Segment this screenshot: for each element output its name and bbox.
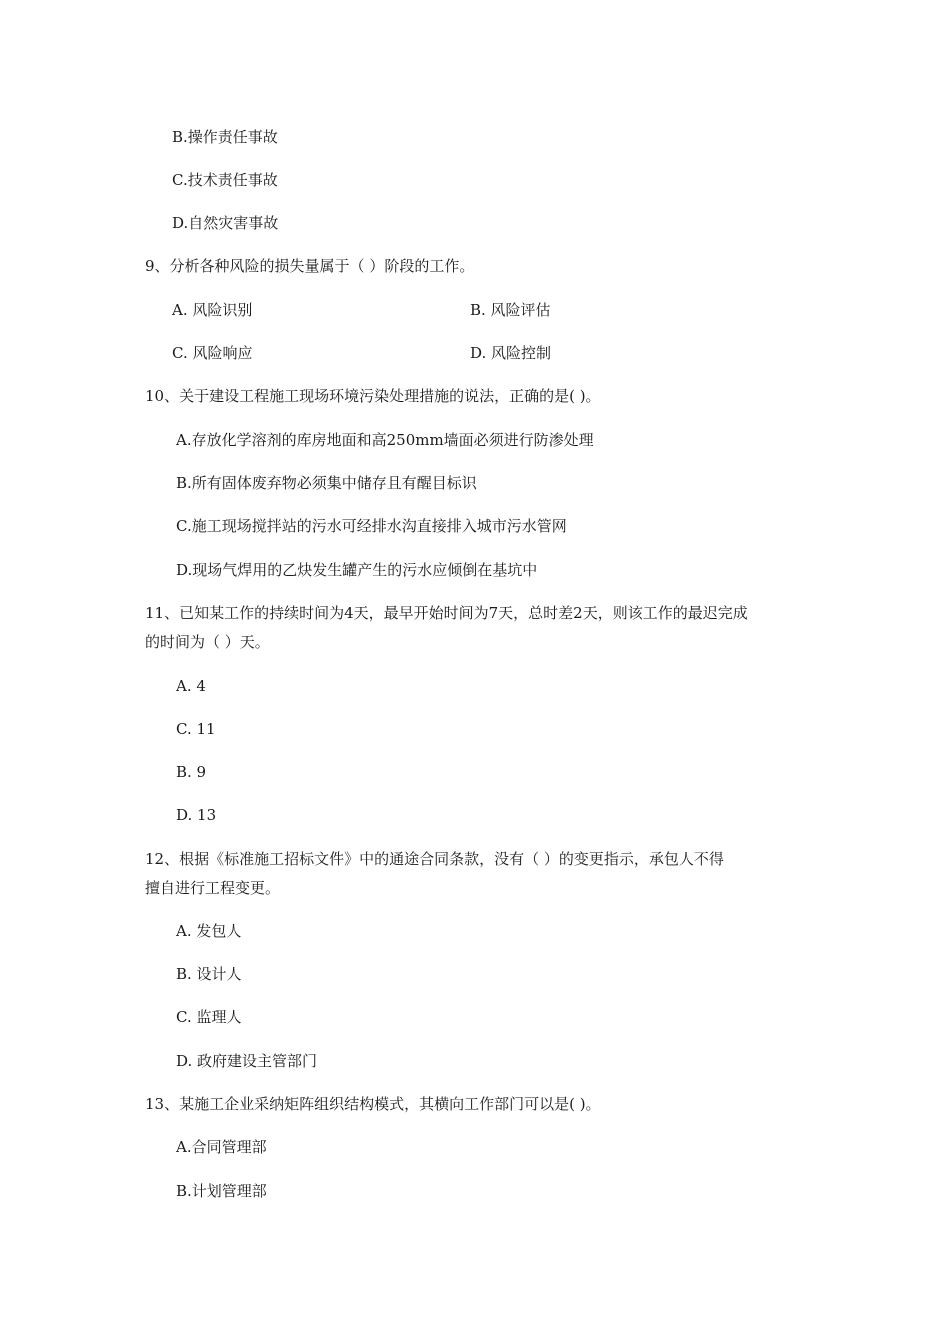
q13-option-a: A.合同管理部 bbox=[176, 1138, 267, 1156]
q11-option-c: C. 11 bbox=[176, 720, 216, 738]
q11-stem-line1: 11、已知某工作的持续时间为4天，最早开始时间为7天，总时差2天，则该工作的最迟完成 bbox=[145, 604, 748, 622]
q11-option-a: A. 4 bbox=[176, 677, 206, 695]
q11-stem-line2: 的时间为（ ）天。 bbox=[145, 633, 270, 651]
q9-option-b: B. 风险评估 bbox=[470, 301, 551, 319]
q12-option-a: A. 发包人 bbox=[176, 922, 242, 940]
q12-stem-line1: 12、根据《标准施工招标文件》中的通途合同条款，没有（ ）的变更指示，承包人不得 bbox=[145, 850, 724, 868]
q9-option-a: A. 风险识别 bbox=[172, 301, 253, 319]
q13-stem: 13、某施工企业采纳矩阵组织结构模式，其横向工作部门可以是( )。 bbox=[145, 1095, 601, 1113]
q10-stem: 10、关于建设工程施工现场环境污染处理措施的说法，正确的是( )。 bbox=[145, 387, 601, 405]
q12-option-c: C. 监理人 bbox=[176, 1008, 242, 1026]
q9-option-c: C. 风险响应 bbox=[172, 344, 253, 362]
q10-option-b: B.所有固体废弃物必须集中储存且有醒目标识 bbox=[176, 474, 477, 492]
q10-option-c: C.施工现场搅拌站的污水可经排水沟直接排入城市污水管网 bbox=[176, 517, 567, 535]
q10-option-a: A.存放化学溶剂的库房地面和高250mm墙面必须进行防渗处理 bbox=[176, 431, 594, 449]
q12-option-b: B. 设计人 bbox=[176, 965, 242, 983]
q8-option-b: B.操作责任事故 bbox=[172, 128, 278, 146]
q10-option-d: D.现场气焊用的乙炔发生罐产生的污水应倾倒在基坑中 bbox=[176, 561, 538, 579]
q8-option-c: C.技术责任事故 bbox=[172, 171, 278, 189]
q8-option-d: D.自然灾害事故 bbox=[172, 214, 279, 232]
q11-option-b: B. 9 bbox=[176, 763, 207, 781]
q12-stem-line2: 擅自进行工程变更。 bbox=[145, 879, 281, 897]
q11-option-d: D. 13 bbox=[176, 806, 217, 824]
q12-option-d: D. 政府建设主管部门 bbox=[176, 1052, 318, 1070]
q13-option-b: B.计划管理部 bbox=[176, 1182, 267, 1200]
q9-stem: 9、分析各种风险的损失量属于（ ）阶段的工作。 bbox=[145, 257, 475, 275]
q9-option-d: D. 风险控制 bbox=[470, 344, 552, 362]
